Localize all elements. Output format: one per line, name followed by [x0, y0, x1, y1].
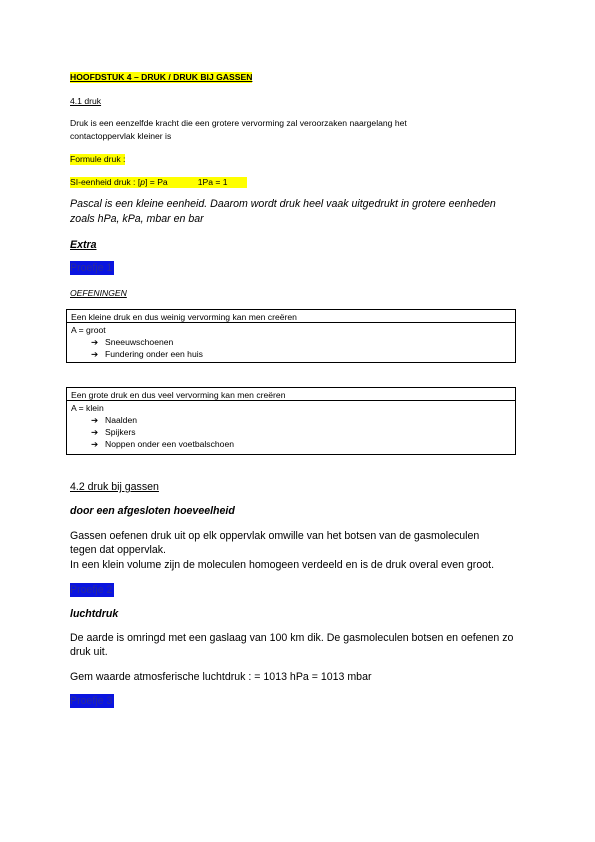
si-unit-symbol-p: p	[140, 177, 146, 187]
air-text-line-2: druk uit.	[70, 646, 108, 658]
closed-text-line-3: In een klein volume zijn de moleculen homogeen verdeeld en is de druk overal even groot.	[70, 559, 495, 571]
intro-text-line-2: contactoppervlak kleiner is	[70, 131, 172, 141]
arrow-right-icon: ➔	[91, 415, 99, 425]
table-small-pressure-body	[67, 323, 515, 363]
table-small-pressure-condition: A = groot	[71, 325, 106, 335]
average-pressure-text: Gem waarde atmosferische luchtdruk : = 1013 hPa = 1013 mbar	[70, 671, 372, 683]
list-item-label: Fundering onder een huis	[105, 349, 203, 359]
closed-text-line-2: tegen dat oppervlak.	[70, 544, 167, 556]
air-text-line-1: De aarde is omringd met een gaslaag van 100 km dik. De gasmoleculen botsen en oefenen zo	[70, 632, 514, 644]
arrow-right-icon: ➔	[91, 337, 99, 347]
table-small-pressure-header: Een kleine druk en dus weinig vervorming kan men creëren	[67, 310, 515, 323]
list-item	[71, 336, 511, 348]
list-item	[71, 438, 511, 450]
subheading-air-pressure: luchtdruk	[70, 608, 119, 620]
proefje-1-label: Proefje 1	[70, 262, 113, 274]
pascal-text-line-2: zoals hPa, kPa, mbar en bar	[70, 213, 204, 225]
intro-text-line-1: Druk is een eenzelfde kracht die een grotere vervorming zal veroorzaken naargelang het	[70, 118, 407, 128]
table-large-pressure-header: Een grote druk en dus veel vervorming kan men creëren	[67, 388, 515, 401]
proefje-3-label: Proefje 3	[70, 695, 113, 707]
exercises-label: OEFENINGEN	[70, 288, 127, 298]
list-item-label: Spijkers	[105, 427, 136, 437]
extra-label: Extra	[70, 239, 97, 251]
list-item	[71, 348, 511, 360]
pascal-text-line-1: Pascal is een kleine eenheid. Daarom wordt druk heel vaak uitgedrukt in grotere eenheden	[70, 198, 496, 210]
si-unit-text-c: 1Pa = 1	[197, 177, 228, 187]
table-small-pressure	[66, 309, 516, 363]
si-unit-text-b: ] = Pa	[145, 177, 168, 187]
list-item	[71, 426, 511, 438]
arrow-right-icon: ➔	[91, 427, 99, 437]
chapter-title: HOOFDSTUK 4 – DRUK / DRUK BIJ GASSEN	[70, 72, 253, 82]
table-large-pressure-condition: A = klein	[71, 403, 104, 413]
closed-text-line-1: Gassen oefenen druk uit op elk oppervlak omwille van het botsen van de gasmoleculen	[70, 530, 480, 542]
subheading-closed-amount: door een afgesloten hoeveelheid	[70, 505, 235, 517]
table-large-pressure	[66, 387, 516, 455]
arrow-right-icon: ➔	[91, 349, 99, 359]
list-item	[71, 414, 511, 426]
list-item-label: Noppen onder een voetbalschoen	[105, 439, 235, 449]
formula-label: Formule druk :	[70, 154, 126, 164]
arrow-right-icon: ➔	[91, 439, 99, 449]
si-unit-line	[70, 177, 247, 188]
proefje-2-label: Proefje 2	[70, 584, 113, 596]
section-heading-4-1: 4.1 druk	[70, 96, 102, 106]
list-item-label: Naalden	[105, 415, 138, 425]
table-large-pressure-body	[67, 401, 515, 453]
si-unit-text-a: SI-eenheid druk : [	[70, 177, 141, 187]
list-item-label: Sneeuwschoenen	[105, 337, 174, 347]
section-heading-4-2: 4.2 druk bij gassen	[70, 481, 159, 493]
